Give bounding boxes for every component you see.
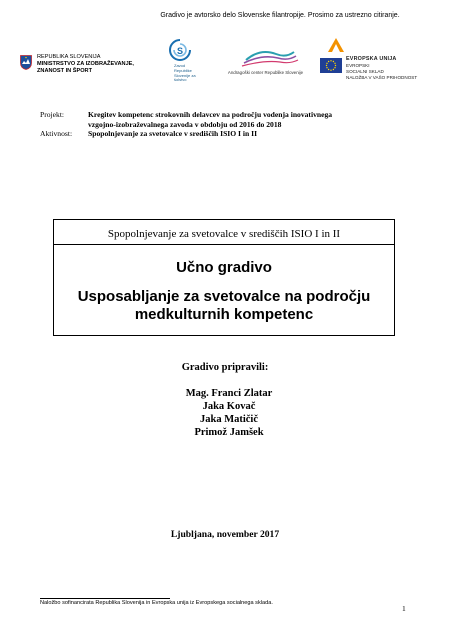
acs-logo-text: Andragoški center Republike Slovenije [227,70,304,75]
zrss-logo-text: Zavod Republike Slovenije za šolstvo [174,63,196,83]
project-label: Projekt: [40,110,65,119]
acs-wave-icon [226,46,306,68]
slovenia-coat-of-arms-icon [20,55,32,70]
activity-label: Aktivnost: [40,129,73,138]
place-and-date: Ljubljana, november 2017 [170,529,280,540]
eu-logo-line4: NALOŽBA V VAŠO PRIHODNOST [346,74,418,80]
ministry-logo-line1: REPUBLIKA SLOVENIJA [37,54,101,60]
title-box-subtitle: Spopolnjevanje za svetovalce v središčih ISIO I in II [107,228,341,240]
prepared-by-label: Gradivo pripravili: [181,362,269,373]
document-type-heading: Učno gradivo [176,259,272,276]
author-name: Mag. Franci Zlatar [185,388,273,399]
page-number: 1 [402,604,406,613]
project-value-line1: Kregitev kompetenc strokovnih delavcev na področju vodenja inovativnega [88,110,333,119]
author-list [0,387,450,439]
esf-triangle-icon [326,38,348,52]
funding-footnote: Naložbo sofinancirata Republika Slovenija in Evropska unija iz Evropskega socialnega sklada. [40,600,273,606]
project-info [40,110,420,139]
eu-logo-line1: EVROPSKA UNIJA [346,56,397,62]
footnote-divider [40,598,170,599]
eu-logo-line3: SOCIALNI SKLAD [346,68,384,74]
logo-row [0,40,450,88]
eu-flag-icon [320,58,342,73]
author-name: Jaka Kovač [202,401,256,412]
author-name: Primož Jamšek [194,427,264,438]
eu-logo-line2: EVROPSKI [346,63,370,69]
project-value-line2: vzgojno-izobraževalnega zavoda v obdobju od 2016 do 2018 [88,119,282,129]
activity-value: Spopolnjevanje za svetovalce v središčih ISIO I in II [88,129,258,138]
copyright-note: Gradivo je avtorsko delo Slovenske filantropije. Prosimo za ustrezno citiranje. [160,12,400,19]
ministry-logo-line2: MINISTRSTVO ZA IZOBRAŽEVANJE, [37,60,134,67]
title-box-divider [54,244,394,245]
author-name: Jaka Matičič [199,414,259,425]
svg-text:S: S [177,46,184,56]
document-title: Usposabljanje za svetovalce na področju medkulturnih kompetenc [77,288,371,323]
zrss-swirl-icon [167,38,193,62]
ministry-logo-line3: ZNANOST IN ŠPORT [37,67,93,74]
title-box [53,219,395,336]
